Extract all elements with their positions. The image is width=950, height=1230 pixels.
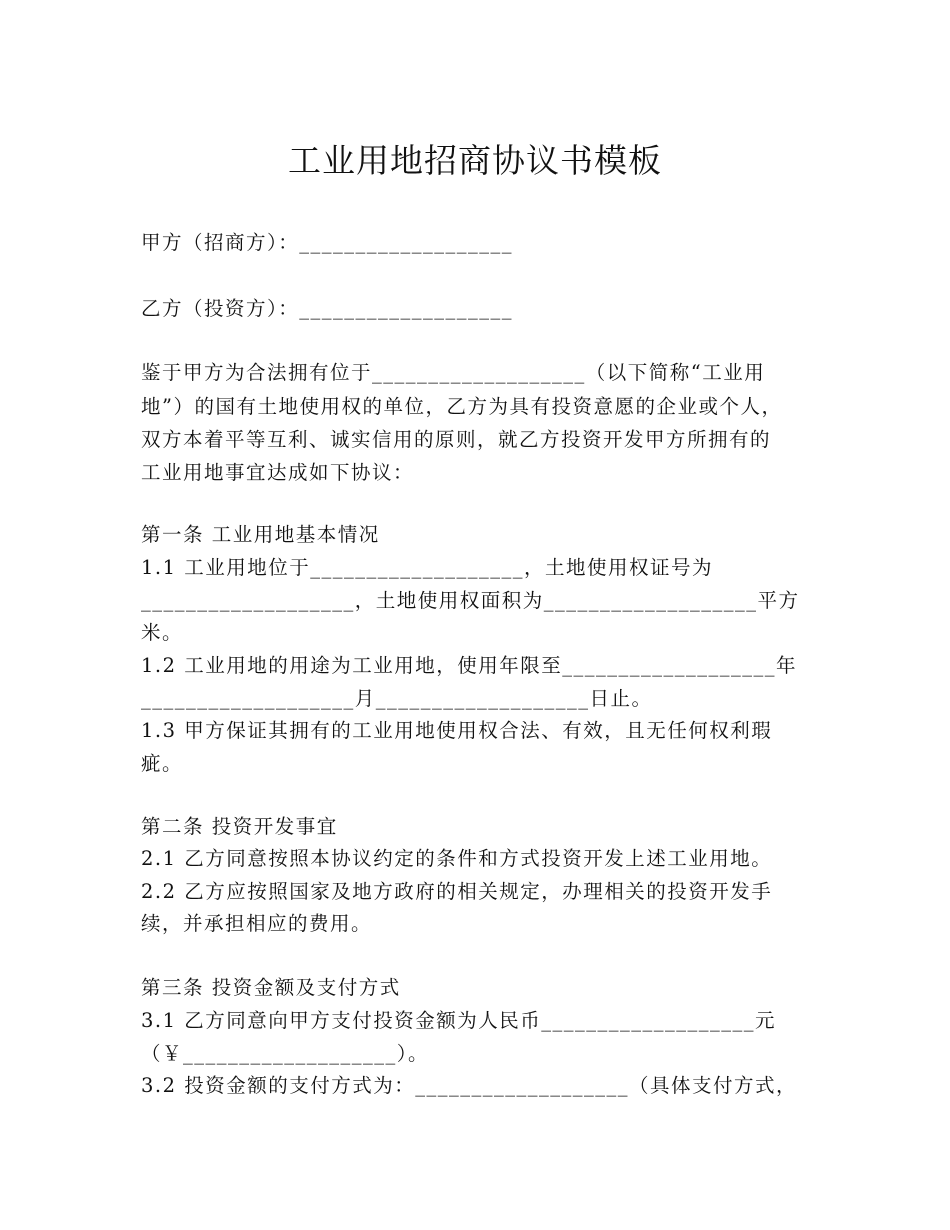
clause-2-2-line-2: 续，并承担相应的费用。 [141, 912, 373, 935]
clause-1-2-line-1: 1.2 工业用地的用途为工业用地，使用年限至___________________年 [141, 654, 797, 677]
preamble-line-2: 地”）的国有土地使用权的单位，乙方为具有投资意愿的企业或个人， [141, 395, 783, 418]
clause-3-2-line-1: 3.2 投资金额的支付方式为：___________________（具体支付方式， [141, 1074, 797, 1097]
clause-2-2-line-1: 2.2 乙方应按照国家及地方政府的相关规定，办理相关的投资开发手 [141, 880, 773, 903]
clause-2-1-line-1: 2.1 乙方同意按照本协议约定的条件和方式投资开发上述工业用地。 [141, 847, 773, 870]
clause-1-1-line-3: 米。 [141, 621, 184, 644]
clause-1-3-line-2: 疵。 [141, 752, 184, 775]
clause-3-1-line-1: 3.1 乙方同意向甲方支付投资金额为人民币___________________元 [141, 1009, 776, 1032]
clause-1-2-line-2: ___________________月___________________日止。 [141, 687, 653, 710]
article-2-heading: 第二条 投资开发事宜 [141, 815, 338, 838]
preamble-line-3: 双方本着平等互利、诚实信用的原则，就乙方投资开发甲方所拥有的 [141, 428, 772, 451]
clause-3-1-line-2: （￥___________________）。 [141, 1042, 430, 1065]
party-b-line: 乙方（投资方）：___________________ [141, 297, 514, 320]
document-title: 工业用地招商协议书模板 [288, 141, 662, 180]
clause-1-1-line-2: ___________________，土地使用权面积为___________________平方 [141, 589, 800, 612]
preamble-line-1: 鉴于甲方为合法拥有位于___________________（以下简称“工业用 [141, 361, 766, 384]
article-3-heading: 第三条 投资金额及支付方式 [141, 976, 401, 999]
clause-1-1-line-1: 1.1 工业用地位于___________________，土地使用权证号为 [141, 556, 713, 579]
article-1-heading: 第一条 工业用地基本情况 [141, 523, 380, 546]
clause-1-3-line-1: 1.3 甲方保证其拥有的工业用地使用权合法、有效，且无任何权利瑕 [141, 719, 773, 742]
party-a-line: 甲方（招商方）：___________________ [141, 231, 514, 254]
preamble-line-4: 工业用地事宜达成如下协议： [141, 461, 415, 484]
